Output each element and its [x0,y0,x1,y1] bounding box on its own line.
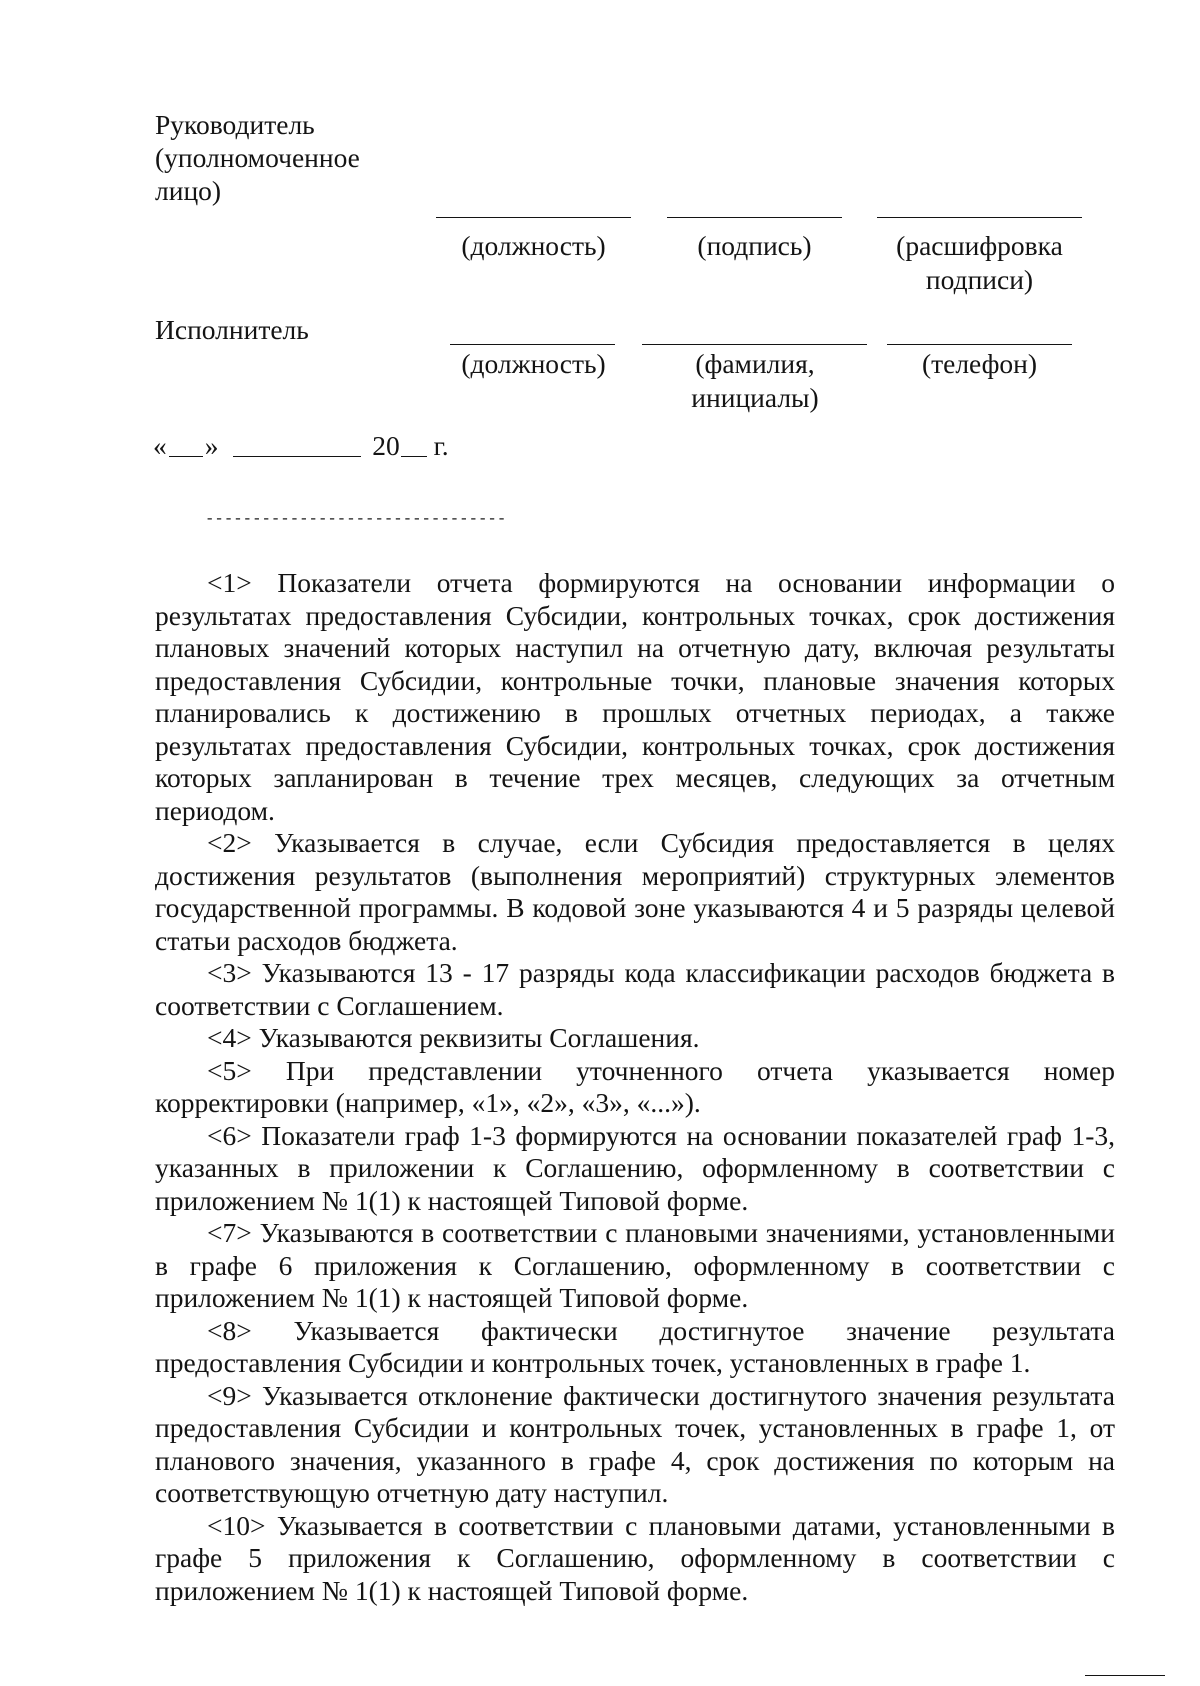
head-signature-line [667,217,842,218]
date-month-blank [233,456,361,457]
head-label [155,108,360,207]
head-decoding-caption-line-1: (расшифровка [896,230,1063,261]
page-bottom-rule [1085,1675,1165,1676]
head-label-line-2: (уполномоченное [155,142,360,173]
executor-position-caption: (должность) [461,348,606,379]
footnote-7: <7> Указываются в соответствии с плановыми значениями, установленными в графе 6 приложения к Соглашению, оформленному в соответствии с приложением № 1(1) к настоящей Типовой форме. [155,1217,1115,1313]
executor-position-line [450,344,615,345]
executor-name-caption-line-2: инициалы) [691,382,819,413]
footnote-9: <9> Указывается отклонение фактически достигнутого значения результата предоставления Субсидии и контрольных точек, установленных в графе 1, от планового значения, указанного в графе 4, срок достижения по которым на соответствующую отчетную дату наступил. [155,1379,1115,1508]
head-position-line [436,217,631,218]
executor-name-line [642,344,867,345]
head-signature-caption: (подпись) [697,230,812,261]
footnote-10: <10> Указывается в соответствии с плановыми датами, установленными в графе 5 приложения к Соглашению, оформленному в соответствии с приложением № 1(1) к настоящей Типовой форме. [155,1509,1115,1606]
executor-name-caption-line-1: (фамилия, [695,348,815,379]
head-label-line-3: лицо) [155,175,222,206]
footnote-8: <8> Указывается фактически достигнутое значение результата предоставления Субсидии и контрольных точек, установленных в графе 1. [155,1314,1115,1378]
executor-label: Исполнитель [155,314,309,345]
executor-phone-caption: (телефон) [921,348,1038,379]
footnote-6: <6> Показатели граф 1-3 формируются на основании показателей граф 1-3, указанных в приложении к Соглашению, оформленному в соответствии с приложением № 1(1) к настоящей Типовой форме. [155,1119,1115,1216]
footnote-5: <5> При представлении уточненного отчета указывается номер корректировки (например, «1», «2», «3», «...»). [155,1054,1115,1118]
date-line [153,430,449,462]
date-year-blank [401,456,427,457]
head-label-line-1: Руководитель [155,109,315,140]
date-close-quote: » [204,430,219,461]
footnote-3: <3> Указываются 13 - 17 разряды кода классификации расходов бюджета в соответствии с Соглашением. [155,957,1115,1021]
head-decoding-caption [877,229,1082,297]
footnote-separator: -------------------------------- [205,510,507,528]
footnote-1: <1> Показатели отчета формируются на основании информации о результатах предоставления Субсидии, контрольных точках, срок достижения плановых значений которых наступил на отчетную дату, включая результаты предоставления Субсидии, контрольные точки, плановые значения которых планировались к достижению в прошлых отчетных периодах, а также результатах предоставления Субсидии, контрольных точках, срок достижения которых запланирован в течение трех месяцев, следующих за отчетным периодом. [155,567,1115,826]
footnotes [155,567,1115,1607]
date-day-blank [169,456,203,457]
footnote-4: <4> Указываются реквизиты Соглашения. [207,1022,700,1053]
head-decoding-line [877,217,1082,218]
date-open-quote: « [153,430,167,461]
executor-name-caption [660,347,850,415]
head-position-caption: (должность) [461,230,606,261]
footnote-2: <2> Указывается в случае, если Субсидия предоставляется в целях достижения результатов (выполнения мероприятий) структурных элементов государственной программы. В кодовой зоне указываются 4 и 5 разряды целевой статьи расходов бюджета. [155,827,1115,956]
executor-phone-line [887,344,1072,345]
head-decoding-caption-line-2: подписи) [925,264,1034,295]
date-year-prefix: 20 [372,430,400,461]
date-year-suffix: г. [433,430,449,461]
